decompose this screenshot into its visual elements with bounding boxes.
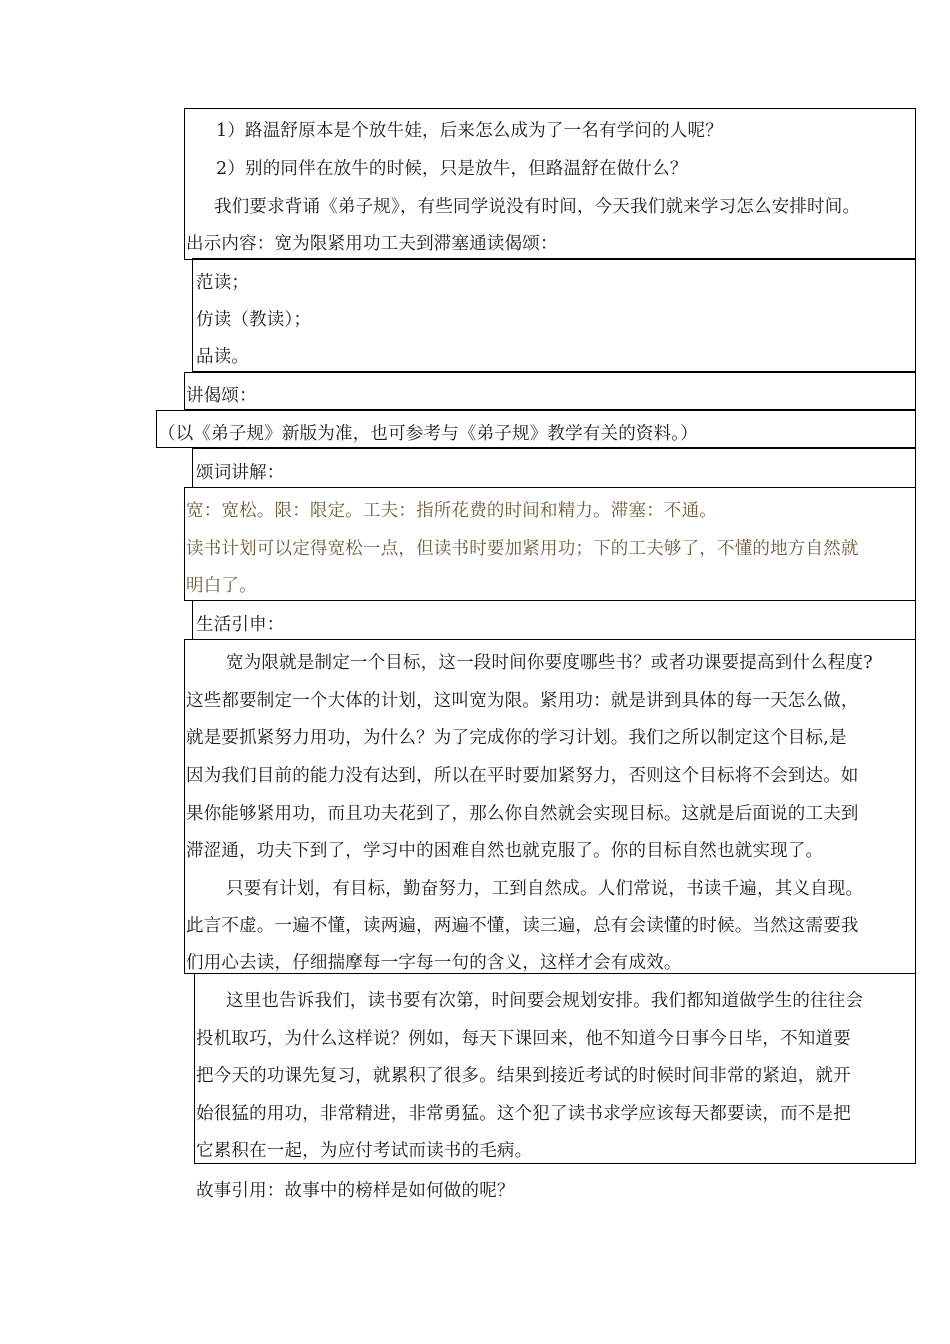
intro-text: 我们要求背诵《弟子规》，有些同学说没有时间，今天我们就来学习怎么安排时间。 xyxy=(214,197,861,217)
life-para1-line-4: 因为我们目前的能力没有达到，所以在平时要加紧努力，否则这个目标将不会到达。如 xyxy=(186,766,859,786)
life-para3-line-2: 投机取巧，为什么这样说？例如，每天下课回来，他不知道今日事今日毕，不知道要 xyxy=(196,1029,851,1049)
life-para1-line-6: 滞涩通，功夫下到了，学习中的困难自然也就克服了。你的目标自然也就实现了。 xyxy=(186,841,824,861)
life-para1-line-2: 这些都要制定一个大体的计划，这叫宽为限。紧用功：就是讲到具体的每一天怎么做， xyxy=(186,691,859,711)
word-explain-line-2: 读书计划可以定得宽松一点，但读书时要加紧用功；下的工夫够了，不懂的地方自然就 xyxy=(186,539,859,559)
word-explain-label: 颂词讲解： xyxy=(196,463,285,483)
word-explain-line-1: 宽：宽松。限：限定。工夫：指所花费的时间和精力。滞塞：不通。 xyxy=(186,501,717,521)
cell-word-label xyxy=(192,448,916,488)
life-label: 生活引申： xyxy=(196,615,285,635)
life-para3-line-5: 它累积在一起，为应付考试而读书的毛病。 xyxy=(196,1141,533,1161)
life-para3-line-1: 这里也告诉我们，读书要有次第，时间要会规划安排。我们都知道做学生的往往会 xyxy=(226,991,864,1011)
life-para1-line-1: 宽为限就是制定一个目标，这一段时间你要度哪些书？或者功课要提高到什么程度? xyxy=(226,653,873,673)
life-para2-line-3: 们用心去读，仔细揣摩每一字每一句的含义，这样才会有成效。 xyxy=(186,953,682,973)
life-para2-line-2: 此言不虚。一遍不懂，读两遍，两遍不懂，读三遍，总有会读懂的时候。当然这需要我 xyxy=(186,916,859,936)
reference-note: （以《弟子规》新版为准，也可参考与《弟子规》教学有关的资料。） xyxy=(158,424,698,444)
question-1: 1）路温舒原本是个放牛娃，后来怎么成为了一名有学问的人呢？ xyxy=(216,121,723,141)
explain-label: 讲偈颂： xyxy=(186,386,257,406)
life-para2-line-1: 只要有计划，有目标，勤奋努力，工到自然成。人们常说，书读千遍，其义自现。 xyxy=(226,879,864,899)
word-explain-line-3: 明白了。 xyxy=(186,576,257,596)
life-para1-line-3: 就是要抓紧努力用功，为什么？为了完成你的学习计划。我们之所以制定这个目标,是 xyxy=(186,728,847,748)
story-label: 故事引用：故事中的榜样是如何做的呢？ xyxy=(196,1181,515,1201)
reading-step-1: 范读； xyxy=(196,273,250,293)
cell-explain xyxy=(184,372,916,410)
life-para3-line-3: 把今天的功课先复习，就累积了很多。结果到接近考试的时候时间非常的紧迫，就开 xyxy=(196,1066,851,1086)
reading-step-3: 品读。 xyxy=(196,347,250,367)
cell-life-label xyxy=(192,600,916,640)
question-2: 2）别的同伴在放牛的时候，只是放牛，但路温舒在做什么？ xyxy=(216,159,688,179)
life-para3-line-4: 始很猛的用功，非常精进，非常勇猛。这个犯了读书求学应该每天都要读，而不是把 xyxy=(196,1104,851,1124)
show-content: 出示内容：宽为限紧用功工夫到滞塞通读偈颂： xyxy=(186,234,558,254)
reading-step-2: 仿读（教读）； xyxy=(196,310,312,330)
life-para1-line-5: 果你能够紧用功，而且功夫花到了，那么你自然就会实现目标。这就是后面说的工夫到 xyxy=(186,804,859,824)
